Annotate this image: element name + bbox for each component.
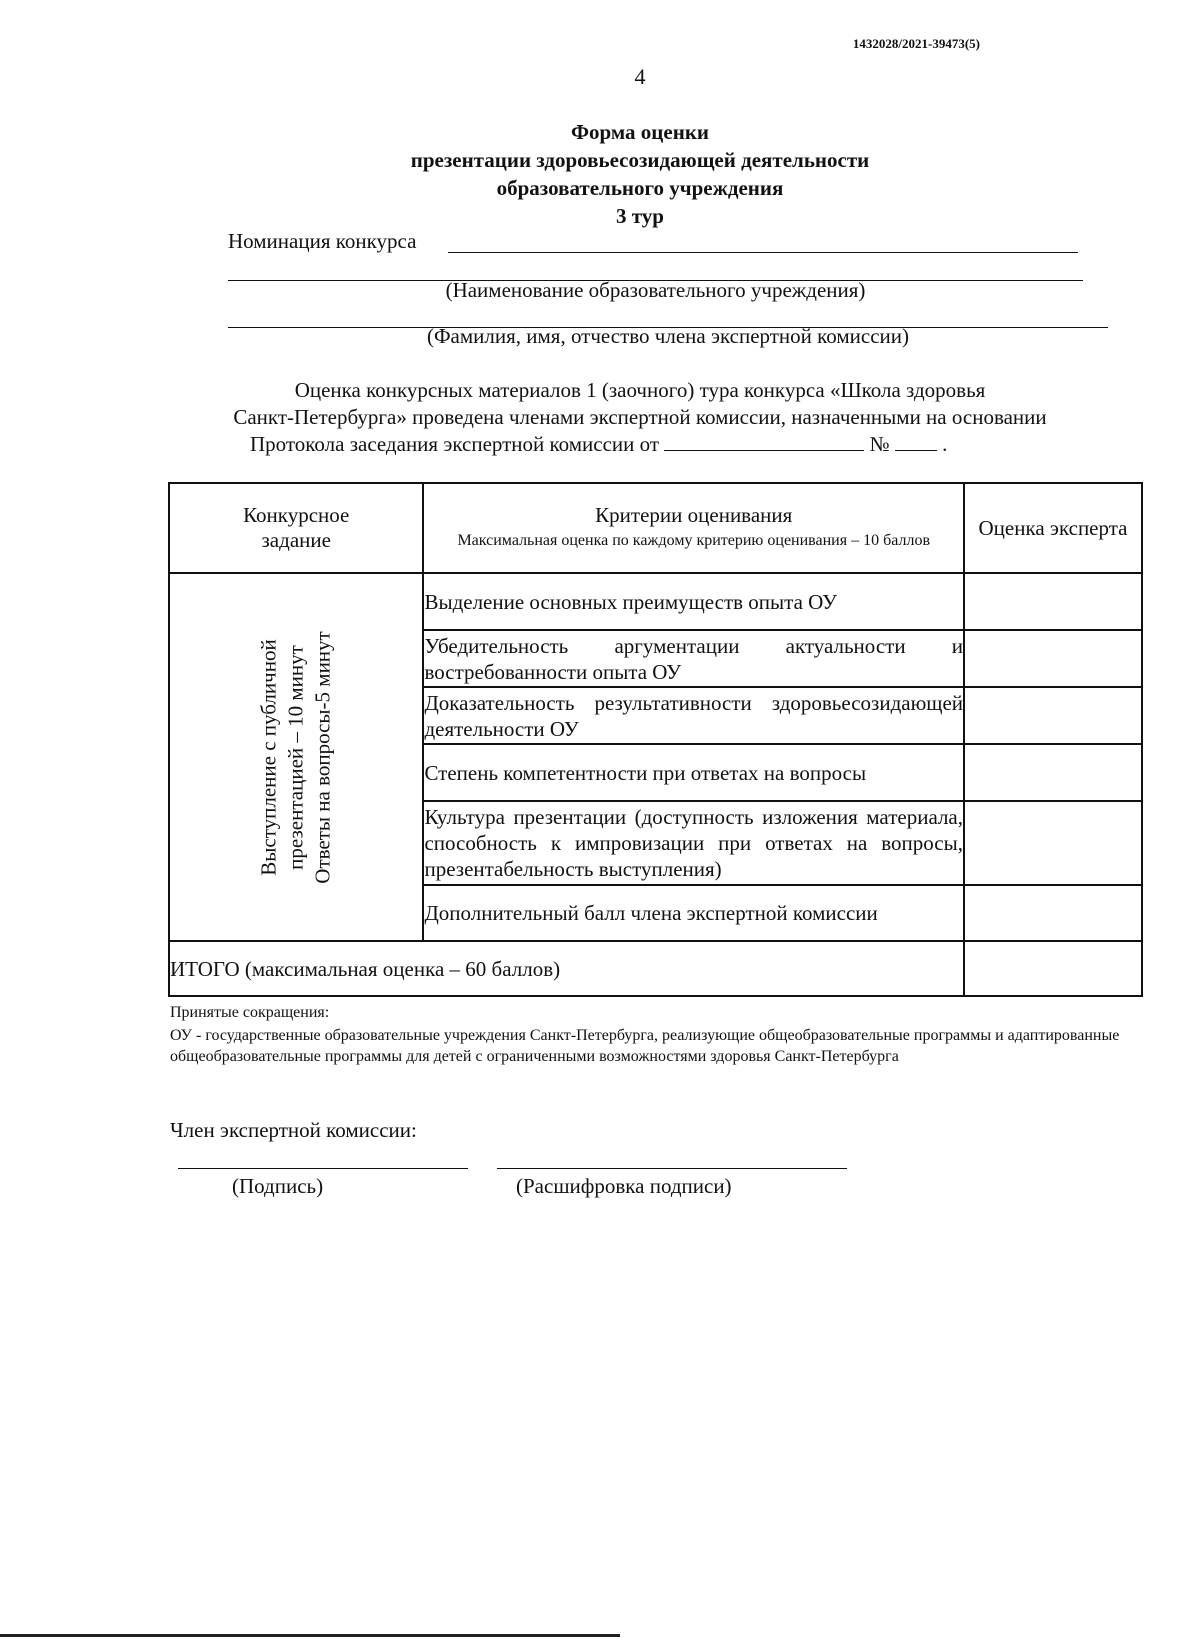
intro-line2: Санкт-Петербурга» проведена членами экспертной комиссии, назначенными на основании [233,405,1047,429]
score-cell[interactable] [964,573,1142,630]
task-line2: презентацией – 10 минут [283,644,308,870]
total-label: ИТОГО (максимальная оценка – 60 баллов) [169,941,964,996]
form-title: Форма оценки [570,120,710,144]
signature-decoding-caption: (Расшифровка подписи) [516,1174,732,1198]
institution-caption: (Наименование образовательного учреждения) [445,278,866,302]
total-score-cell[interactable] [964,941,1142,996]
intro-line3 [250,431,947,458]
signature-decoding-line[interactable] [497,1168,847,1169]
intro-line1: Оценка конкурсных материалов 1 (заочного) тура конкурса «Школа здоровья [294,378,986,402]
score-cell[interactable] [964,744,1142,801]
header-task [169,483,423,573]
evaluation-table [168,482,1143,997]
table-row [169,573,1142,630]
form-title-line3: образовательного учреждения [496,176,784,200]
task-line1: Выступление с публичной [256,638,281,876]
score-cell[interactable] [964,630,1142,687]
expert-caption: (Фамилия, имя, отчество члена экспертной комиссии) [426,324,910,348]
criterion-cell: Культура презентации (доступность изложения материала, способность к импровизации при ответах на вопросы, презентабельность выступления) [423,801,964,885]
header-task-line2: задание [261,528,331,552]
total-row [169,941,1142,996]
protocol-number-field[interactable] [895,432,937,451]
header-criteria [423,483,964,573]
table-header-row [169,483,1142,573]
criterion-cell: Доказательность результативности здоровьесозидающей деятельности ОУ [423,687,964,744]
task-cell [169,573,423,941]
score-cell[interactable] [964,801,1142,885]
task-text [256,631,337,883]
protocol-label: Протокола заседания экспертной комиссии от [250,432,660,456]
criterion-cell: Дополнительный балл члена экспертной комиссии [423,885,964,941]
signature-line[interactable] [178,1168,468,1169]
task-line3: Ответы на вопросы-5 минут [310,630,335,884]
protocol-end: . [942,432,948,456]
header-criteria-title: Критерии оценивания [595,503,793,527]
header-criteria-subtitle: Максимальная оценка по каждому критерию оценивания – 10 баллов [457,532,931,549]
header-task-line1: Конкурсное [243,503,350,527]
nomination-field-line[interactable] [448,252,1078,253]
header-expert-score: Оценка эксперта [964,483,1142,573]
score-cell[interactable] [964,885,1142,941]
criterion-cell: Убедительность аргументации актуальности и востребованности опыта ОУ [423,630,964,687]
nomination-label: Номинация конкурса [228,229,417,253]
form-title-round: 3 тур [616,204,664,228]
abbreviations-text: ОУ - государственные образовательные учреждения Санкт-Петербурга, реализующие общеобразовательные программы и адаптированные общеобразовательные программы для детей с ограниченными возможностями здоровья Санкт-Петербурга [170,1027,1120,1065]
form-title-line2: презентации здоровьесозидающей деятельности [410,148,870,172]
scan-edge-line [0,1634,620,1637]
member-label: Член экспертной комиссии: [170,1118,417,1142]
criterion-cell: Степень компетентности при ответах на вопросы [423,744,964,801]
document-id: 1432028/2021-39473(5) [852,36,980,51]
signature-caption: (Подпись) [232,1174,324,1198]
protocol-date-field[interactable] [664,432,864,451]
protocol-number-sign: № [869,432,890,456]
abbreviations-title: Принятые сокращения: [170,1004,330,1021]
score-cell[interactable] [964,687,1142,744]
page-number: 4 [634,64,646,89]
criterion-cell: Выделение основных преимуществ опыта ОУ [423,573,964,630]
